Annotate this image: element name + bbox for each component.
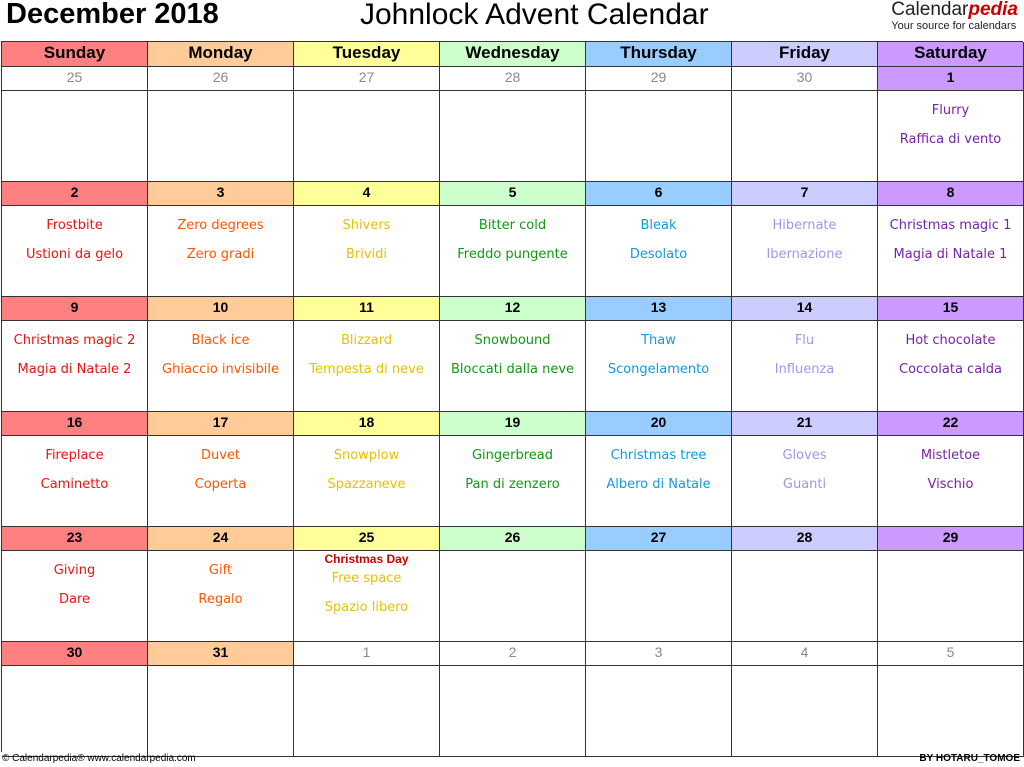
day-number: 20 <box>586 412 732 436</box>
day-number: 8 <box>878 182 1024 206</box>
day-cell[interactable] <box>2 436 148 527</box>
day-cell[interactable] <box>294 551 440 642</box>
day-cell[interactable] <box>878 436 1024 527</box>
day-number: 24 <box>148 527 294 551</box>
week-5-date-row <box>2 527 1024 551</box>
event-prompt-english: Fireplace <box>45 448 104 463</box>
event-prompt-italian: Ibernazione <box>766 247 843 262</box>
day-number: 29 <box>878 527 1024 551</box>
day-cell[interactable] <box>732 91 878 182</box>
event-prompt-english: Flurry <box>931 103 970 118</box>
day-number: 22 <box>878 412 1024 436</box>
day-number: 3 <box>586 642 732 666</box>
day-cell[interactable] <box>440 551 586 642</box>
event-prompt-italian: Brividi <box>345 247 388 262</box>
day-cell[interactable] <box>878 551 1024 642</box>
day-number: 4 <box>294 182 440 206</box>
event-prompt-italian: Ustioni da gelo <box>25 247 124 262</box>
day-number: 12 <box>440 297 586 321</box>
event-prompt-english: Mistletoe <box>920 448 981 463</box>
weekday-header-tue: Tuesday <box>294 42 440 67</box>
day-number: 27 <box>294 67 440 91</box>
day-number: 25 <box>294 527 440 551</box>
event-prompt-english: Gloves <box>782 448 827 463</box>
event-prompt-italian: Coccolata calda <box>899 362 1002 377</box>
event-prompt-english: Gingerbread <box>471 448 554 463</box>
day-cell[interactable] <box>294 91 440 182</box>
day-number: 11 <box>294 297 440 321</box>
day-number: 5 <box>440 182 586 206</box>
day-number: 28 <box>440 67 586 91</box>
day-number: 30 <box>2 642 148 666</box>
weekday-header-row <box>2 42 1024 67</box>
day-cell[interactable] <box>2 551 148 642</box>
day-number: 26 <box>148 67 294 91</box>
event-prompt-english: Bleak <box>640 218 677 233</box>
event-prompt-english: Gift <box>208 563 233 578</box>
day-cell[interactable] <box>294 666 440 757</box>
day-cell[interactable] <box>586 666 732 757</box>
header <box>0 0 1024 40</box>
event-prompt-italian: Albero di Natale <box>606 477 711 492</box>
day-cell[interactable] <box>586 551 732 642</box>
event-prompt-italian: Freddo pungente <box>457 247 568 262</box>
day-number: 16 <box>2 412 148 436</box>
week-6-body-row <box>2 666 1024 757</box>
day-number: 3 <box>148 182 294 206</box>
event-prompt-english: Hibernate <box>772 218 837 233</box>
event-prompt-english: Flu <box>794 333 815 348</box>
brand-accent: pedia <box>968 0 1018 20</box>
day-number: 15 <box>878 297 1024 321</box>
day-number: 5 <box>878 642 1024 666</box>
event-prompt-italian: Caminetto <box>40 477 109 492</box>
day-cell[interactable] <box>148 436 294 527</box>
day-cell[interactable] <box>440 206 586 297</box>
week-5-body-row <box>2 551 1024 642</box>
week-3-body-row <box>2 321 1024 412</box>
day-cell[interactable] <box>732 206 878 297</box>
day-number: 9 <box>2 297 148 321</box>
event-prompt-italian: Spazio libero <box>324 600 409 615</box>
event-prompt-italian: Guanti <box>782 477 827 492</box>
brand-logo[interactable] <box>891 0 1018 32</box>
day-cell[interactable] <box>148 321 294 412</box>
week-3-date-row <box>2 297 1024 321</box>
day-cell[interactable] <box>440 91 586 182</box>
day-cell[interactable] <box>586 436 732 527</box>
day-number: 10 <box>148 297 294 321</box>
day-number: 26 <box>440 527 586 551</box>
weekday-header-wed: Wednesday <box>440 42 586 67</box>
day-number: 1 <box>294 642 440 666</box>
event-prompt-english: Christmas magic 2 <box>13 333 136 348</box>
day-number: 7 <box>732 182 878 206</box>
event-prompt-italian: Coperta <box>194 477 247 492</box>
day-number: 29 <box>586 67 732 91</box>
event-prompt-italian: Raffica di vento <box>899 132 1002 147</box>
day-number: 2 <box>2 182 148 206</box>
event-prompt-italian: Pan di zenzero <box>465 477 560 492</box>
day-cell[interactable] <box>294 436 440 527</box>
calendar-title: Johnlock Advent Calendar <box>360 0 709 31</box>
day-cell[interactable] <box>148 206 294 297</box>
brand-main: Calendar <box>891 0 969 20</box>
event-prompt-italian: Dare <box>58 592 91 607</box>
event-prompt-italian: Magia di Natale 1 <box>893 247 1008 262</box>
event-prompt-italian: Bloccati dalla neve <box>450 362 575 377</box>
day-cell[interactable] <box>732 666 878 757</box>
day-number: 2 <box>440 642 586 666</box>
event-prompt-italian: Vischio <box>927 477 974 492</box>
event-prompt-english: Free space <box>331 571 402 586</box>
day-cell[interactable] <box>148 666 294 757</box>
day-cell[interactable] <box>148 551 294 642</box>
day-cell[interactable] <box>2 666 148 757</box>
day-cell[interactable] <box>732 551 878 642</box>
event-prompt-english: Giving <box>53 563 96 578</box>
day-number: 27 <box>586 527 732 551</box>
day-cell[interactable] <box>440 666 586 757</box>
event-prompt-italian: Tempesta di neve <box>309 362 424 377</box>
day-number: 23 <box>2 527 148 551</box>
brand-tagline: Your source for calendars <box>891 20 1017 32</box>
weekday-header-thu: Thursday <box>586 42 732 67</box>
brand-name <box>891 0 1018 20</box>
day-number: 1 <box>878 67 1024 91</box>
day-cell[interactable] <box>878 91 1024 182</box>
event-prompt-english: Hot chocolate <box>905 333 996 348</box>
day-number: 17 <box>148 412 294 436</box>
event-prompt-english: Frostbite <box>46 218 103 233</box>
week-4-date-row <box>2 412 1024 436</box>
week-1-date-row <box>2 67 1024 91</box>
event-prompt-english: Christmas magic 1 <box>889 218 1012 233</box>
week-4-body-row <box>2 436 1024 527</box>
event-prompt-italian: Influenza <box>774 362 835 377</box>
day-number: 4 <box>732 642 878 666</box>
week-2-date-row <box>2 182 1024 206</box>
footer-copyright: © Calendarpedia® www.calendarpedia.com <box>2 753 196 764</box>
day-cell[interactable] <box>440 321 586 412</box>
day-number: 25 <box>2 67 148 91</box>
event-prompt-italian: Spazzaneve <box>327 477 406 492</box>
day-number: 6 <box>586 182 732 206</box>
event-prompt-italian: Desolato <box>629 247 688 262</box>
event-prompt-english: Snowbound <box>474 333 551 348</box>
holiday-label: Christmas Day <box>324 552 409 566</box>
day-cell[interactable] <box>2 206 148 297</box>
day-cell[interactable] <box>878 321 1024 412</box>
weekday-header-sat: Saturday <box>878 42 1024 67</box>
weekday-header-sun: Sunday <box>2 42 148 67</box>
event-prompt-italian: Ghiaccio invisibile <box>162 362 279 377</box>
day-cell[interactable] <box>878 206 1024 297</box>
day-cell[interactable] <box>148 91 294 182</box>
day-number: 21 <box>732 412 878 436</box>
event-prompt-english: Blizzard <box>340 333 393 348</box>
event-prompt-english: Bitter cold <box>478 218 547 233</box>
event-prompt-english: Snowplow <box>333 448 400 463</box>
day-cell[interactable] <box>2 321 148 412</box>
day-number: 13 <box>586 297 732 321</box>
weekday-header-mon: Monday <box>148 42 294 67</box>
day-cell[interactable] <box>732 436 878 527</box>
week-6-date-row <box>2 642 1024 666</box>
weekday-header-fri: Friday <box>732 42 878 67</box>
event-prompt-english: Black ice <box>191 333 250 348</box>
week-1-body-row <box>2 91 1024 182</box>
week-2-body-row <box>2 206 1024 297</box>
event-prompt-italian: Zero gradi <box>186 247 255 262</box>
event-prompt-english: Duvet <box>200 448 241 463</box>
event-prompt-english: Shivers <box>342 218 391 233</box>
day-number: 19 <box>440 412 586 436</box>
event-prompt-italian: Magia di Natale 2 <box>17 362 132 377</box>
month-title: December 2018 <box>6 0 219 30</box>
day-number: 28 <box>732 527 878 551</box>
footer-author: BY HOTARU_TOMOE <box>919 753 1020 764</box>
event-prompt-english: Thaw <box>641 333 676 348</box>
day-cell[interactable] <box>586 91 732 182</box>
day-number: 18 <box>294 412 440 436</box>
calendar-grid <box>1 41 1023 752</box>
day-cell[interactable] <box>878 666 1024 757</box>
event-prompt-italian: Scongelamento <box>607 362 710 377</box>
event-prompt-english: Zero degrees <box>177 218 264 233</box>
day-cell[interactable] <box>586 321 732 412</box>
day-cell[interactable] <box>732 321 878 412</box>
day-cell[interactable] <box>294 321 440 412</box>
day-cell[interactable] <box>294 206 440 297</box>
day-cell[interactable] <box>2 91 148 182</box>
day-cell[interactable] <box>440 436 586 527</box>
day-number: 30 <box>732 67 878 91</box>
day-number: 14 <box>732 297 878 321</box>
day-cell[interactable] <box>586 206 732 297</box>
event-prompt-english: Christmas tree <box>610 448 707 463</box>
event-prompt-italian: Regalo <box>198 592 243 607</box>
day-number: 31 <box>148 642 294 666</box>
